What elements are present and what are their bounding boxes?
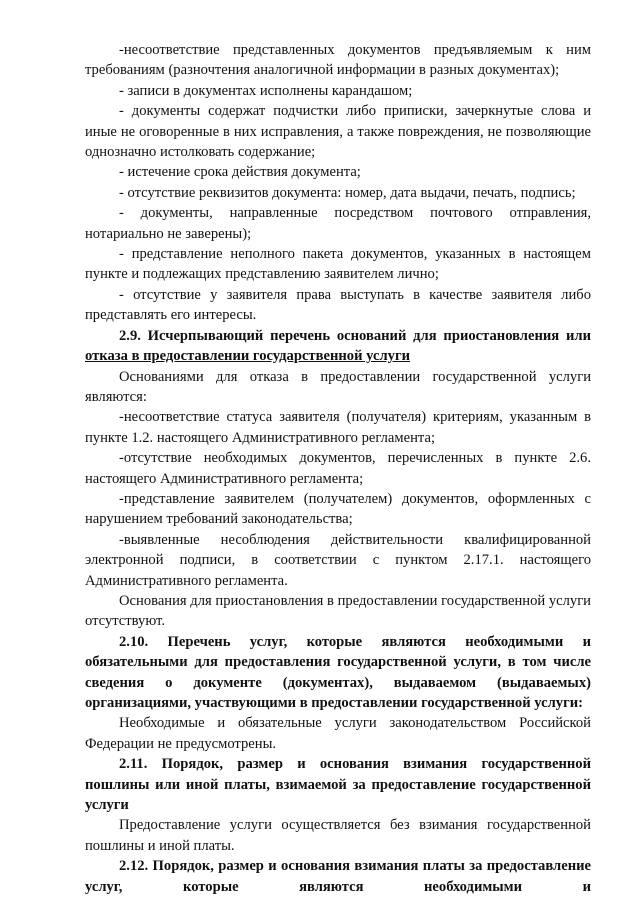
section-heading-2-10: 2.10. Перечень услуг, которые являются необходимыми и обязательными для предоставления государственной услуги, в том числе сведения о документе (документах), выдаваемом (выдаваемых) организациями, участвующими в предоставлении государственной услуги: — [85, 633, 591, 711]
paragraph: - документы содержат подчистки либо приписки, зачеркнутые слова и иные не оговоренные в них исправления, а также повреждения, не позволяющие однозначно истолковать содержание; — [85, 103, 591, 161]
document-page — [85, 40, 591, 897]
paragraph: Необходимые и обязательные услуги законодательством Российской Федерации не предусмотрены. — [85, 715, 591, 752]
paragraph: - документы, направленные посредством почтового отправления, нотариально не заверены); — [85, 205, 591, 242]
paragraph: Основания для приостановления в предоставлении государственной услуги отсутствуют. — [85, 592, 591, 630]
paragraph: - записи в документах исполнены карандашом; — [119, 82, 413, 99]
paragraph: - представление неполного пакета документов, указанных в настоящем пункте и подлежащих представлению заявителем лично; — [85, 246, 591, 283]
section-heading-2-12: 2.12. Порядок, размер и основания взимания платы за предоставление услуг, которые являются необходимыми и — [85, 858, 591, 895]
paragraph: Предоставление услуги осуществляется без взимания государственной пошлины и иной платы. — [85, 817, 591, 854]
section-heading-2-9 — [85, 326, 591, 367]
paragraph: -несоответствие представленных документов предъявляемым к ним требованиям (разночтения аналогичной информации в разных документах); — [85, 42, 591, 79]
paragraph: -представление заявителем (получателем) документов, оформленных с нарушением требований законодательства; — [85, 490, 591, 528]
paragraph: -несоответствие статуса заявителя (получателя) критериям, указанным в пункте 1.2. настоящего Административного регламента; — [85, 409, 591, 446]
heading-text: 2.9. Исчерпывающий перечень оснований для приостановления или — [119, 327, 591, 344]
paragraph: - отсутствие у заявителя права выступать в качестве заявителя либо представлять его интересы. — [85, 286, 591, 324]
heading-underlined-text: отказа в предоставлении государственной услуги — [85, 348, 410, 365]
section-heading-2-11: 2.11. Порядок, размер и основания взимания государственной пошлины или иной платы, взимаемой за предоставление государственной услуги — [85, 756, 591, 814]
paragraph: -выявленные несоблюдения действительности квалифицированной электронной подписи, в соответствии с пунктом 2.17.1. настоящего Административного регламента. — [85, 531, 591, 589]
paragraph: - истечение срока действия документа; — [119, 164, 361, 181]
paragraph: - отсутствие реквизитов документа: номер, дата выдачи, печать, подпись; — [119, 184, 576, 201]
paragraph: Основаниями для отказа в предоставлении государственной услуги являются: — [85, 368, 591, 405]
paragraph: -отсутствие необходимых документов, перечисленных в пункте 2.6. настоящего Административного регламента; — [85, 450, 591, 487]
